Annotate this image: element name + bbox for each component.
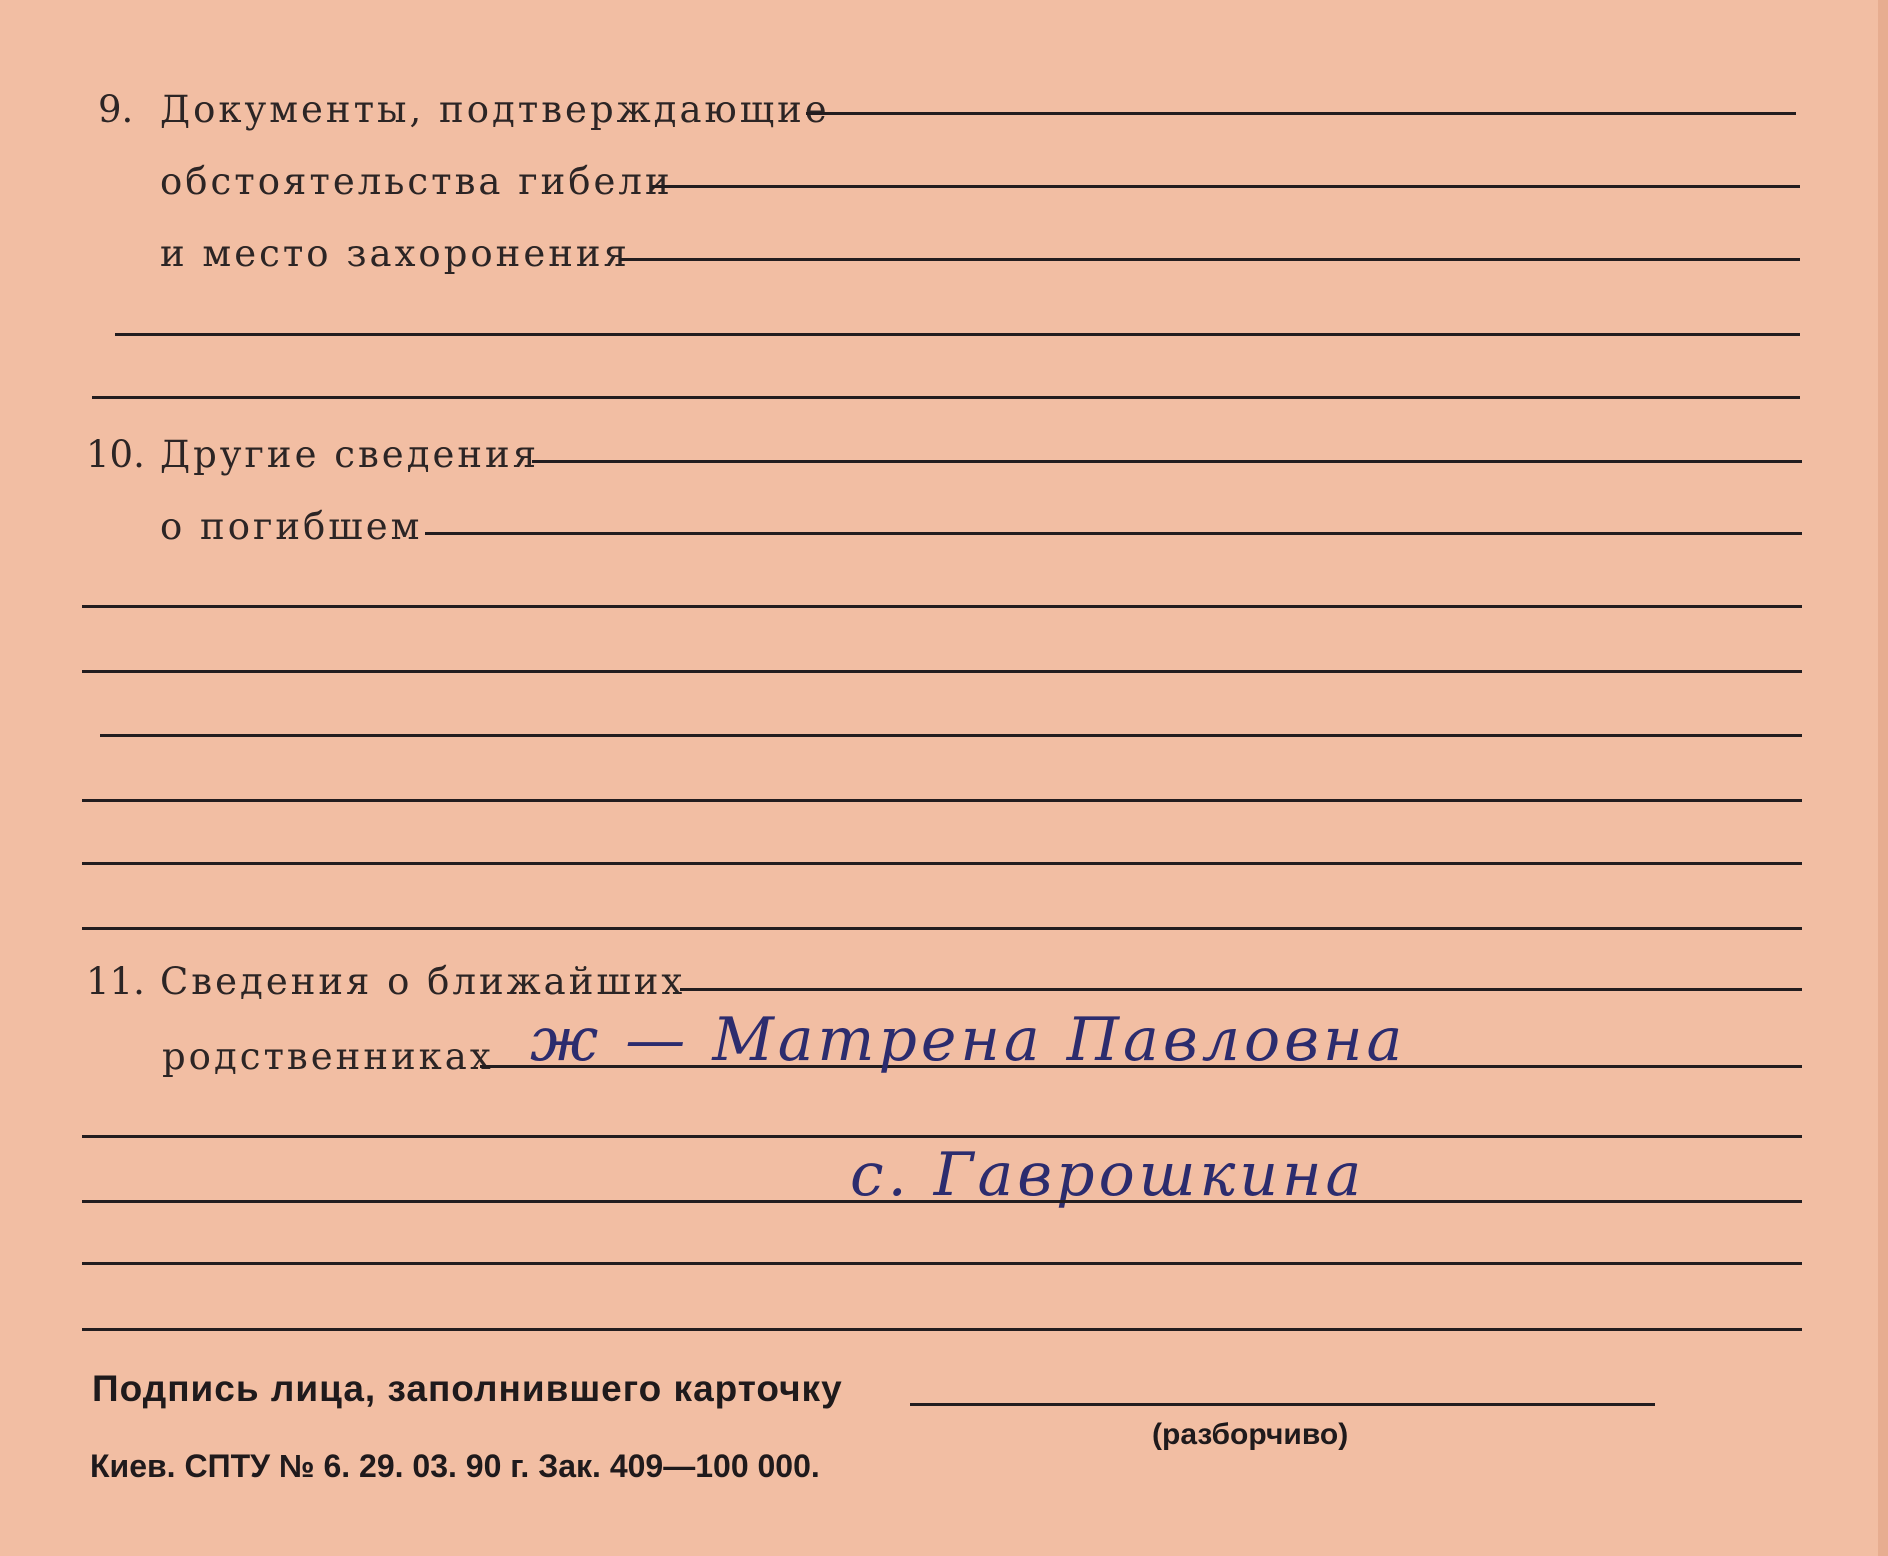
section-10-label-line1: Другие сведения xyxy=(160,433,540,476)
section-10-field-line2[interactable] xyxy=(425,532,1802,535)
section-10-field-line5[interactable] xyxy=(100,734,1802,737)
section-9-field-line1[interactable] xyxy=(806,112,1796,115)
section-10-field-line6[interactable] xyxy=(82,799,1802,802)
section-10-number: 10. xyxy=(86,433,145,476)
section-10-label-line2: о погибшем xyxy=(160,505,423,548)
section-11-field-line1[interactable] xyxy=(680,988,1802,991)
section-11-field-line3[interactable] xyxy=(82,1135,1802,1138)
section-11-field-line6[interactable] xyxy=(82,1328,1802,1331)
section-10-field-line1[interactable] xyxy=(532,460,1802,463)
printer-imprint: Киев. СПТУ № 6. 29. 03. 90 г. Зак. 409—100 000. xyxy=(90,1448,820,1484)
section-10-field-line8[interactable] xyxy=(82,927,1802,930)
section-11-field-line4[interactable] xyxy=(82,1200,1802,1203)
handwritten-relative-address: с. Гаврошкина xyxy=(850,1140,1366,1210)
section-11-label-line2: родственниках xyxy=(162,1035,494,1078)
section-9-label-line1: Документы, подтверждающие xyxy=(160,88,830,131)
section-11-label-line1: Сведения о ближайших xyxy=(160,960,686,1003)
section-11-field-line5[interactable] xyxy=(82,1262,1802,1265)
section-9-field-line3[interactable] xyxy=(620,258,1800,261)
signature-label: Подпись лица, заполнившего карточку xyxy=(92,1368,843,1409)
section-10-field-line4[interactable] xyxy=(82,670,1802,673)
section-10-field-line3[interactable] xyxy=(82,605,1802,608)
section-9-field-line2[interactable] xyxy=(652,185,1800,188)
handwritten-relative-name: ж — Матрена Павловна xyxy=(530,1005,1407,1075)
card-edge xyxy=(1878,0,1888,1556)
section-9-label-line3: и место захоронения xyxy=(160,232,630,275)
section-9-number: 9. xyxy=(98,88,134,131)
section-9-field-line5[interactable] xyxy=(92,396,1800,399)
section-11-number: 11. xyxy=(86,960,145,1003)
section-10-field-line7[interactable] xyxy=(82,862,1802,865)
signature-hint: (разборчиво) xyxy=(1152,1418,1349,1451)
section-9-label-line2: обстоятельства гибели xyxy=(160,160,673,203)
signature-field[interactable] xyxy=(910,1403,1655,1406)
section-9-field-line4[interactable] xyxy=(115,333,1800,336)
